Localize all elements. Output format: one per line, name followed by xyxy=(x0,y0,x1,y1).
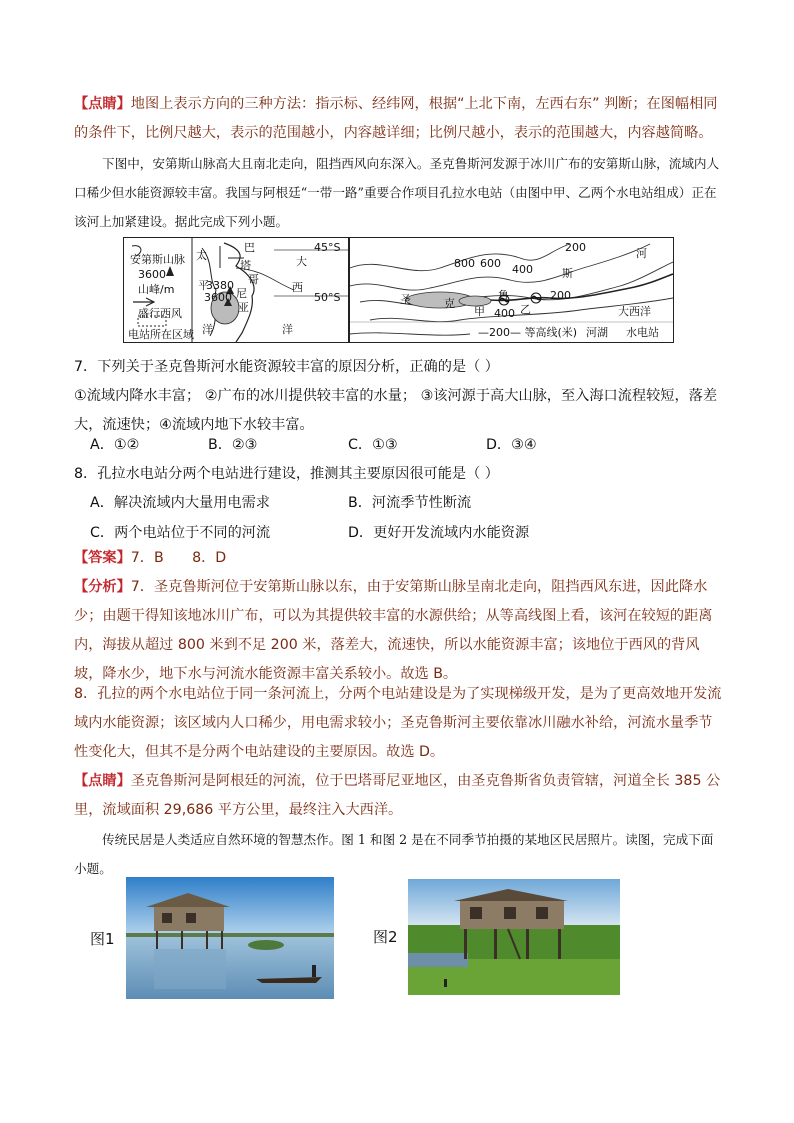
station-yi-label: 乙 xyxy=(520,303,531,316)
label-peak-3380: 3380 xyxy=(206,279,234,292)
tip-label: 【点睛】 xyxy=(74,96,131,112)
legend-peak-unit: 山峰/m xyxy=(138,283,175,296)
analysis-7 xyxy=(74,573,724,689)
label-yang-right: 洋 xyxy=(282,323,293,336)
question-intro: 下图中，安第斯山脉高大且南北走向，阻挡西风向东深入。圣克鲁斯河发源于冰川广布的安第斯山脉，流域内人口稀少但水能资源较丰富。我国与阿根廷“一带一路”重要合作项目孔拉水电站（由图中甲、乙两个水电站组成）正在该河上加紧建设。据此完成下列小题。 xyxy=(74,156,720,229)
contour-200-top: 200 xyxy=(565,241,586,254)
legend-station-area: 电站所在区域 xyxy=(128,328,194,341)
q7-option-a[interactable]: A．①② xyxy=(90,437,140,453)
legend-westerly-wind: 盛行西风 xyxy=(138,307,182,320)
contour-400-mid: 400 xyxy=(512,263,533,276)
label-da: 大 xyxy=(296,255,307,268)
ocean-label: 大西洋 xyxy=(618,305,651,318)
q8-option-b[interactable]: B．河流季节性断流 xyxy=(348,495,472,511)
river-label-ke: 克 xyxy=(444,297,455,310)
legend-peak-height: 3600 xyxy=(138,268,166,281)
label-ping: 平 xyxy=(198,279,209,292)
legend-lake: 河湖 xyxy=(586,326,608,339)
station-jia-label: 甲 xyxy=(474,305,485,318)
stilt-house-flood-photo xyxy=(126,877,334,999)
q7-option-c[interactable]: C．①③ xyxy=(348,437,398,453)
tip-2-text: 圣克鲁斯河是阿根廷的河流，位于巴塔哥尼亚地区，由圣克鲁斯省负责管辖，河道全长 385 公里，流域面积 29,686 平方公里，最终注入大西洋。 xyxy=(74,773,721,818)
question-8-options xyxy=(90,492,710,552)
contour-200-mid: 200 xyxy=(550,289,571,302)
analysis-label: 【分析】 xyxy=(74,579,131,595)
figure-2-label: 图2 xyxy=(373,928,398,946)
label-ta: 塔 xyxy=(240,259,251,272)
analysis-7-text: 7．圣克鲁斯河位于安第斯山脉以东，由于安第斯山脉呈南北走向，阻挡西风东进，因此降水少；由题干得知该地冰川广布，可以为其提供较丰富的水源供给；从等高线图上看，该河在较短的距离内，海拔从超过 800 米到不足 200 米，落差大，流速快，所以水能资源丰富；该地位于西风的背风坡，降水少，地下水与河流水能资源丰富关系较小。故选 B。 xyxy=(74,579,713,682)
contour-600: 600 xyxy=(480,257,501,270)
question-intro-2: 传统民居是人类适应自然环境的智慧杰作。图 1 和图 2 是在不同季节拍摄的某地区民居照片。读图，完成下面小题。 xyxy=(74,832,714,876)
label-ni: 尼 xyxy=(236,287,247,300)
label-ge: 哥 xyxy=(248,273,259,286)
river-label-si: 斯 xyxy=(562,267,573,280)
figure-1-photo xyxy=(126,877,334,999)
figure-1-label: 图1 xyxy=(90,930,115,948)
figure-2-photo xyxy=(408,879,620,995)
label-peak-3600: 3600 xyxy=(204,291,232,304)
legend-andes-title: 安第斯山脉 xyxy=(130,253,185,266)
answer xyxy=(74,544,724,573)
question-7-options xyxy=(90,434,710,463)
stilt-house-dry-season-photo xyxy=(408,879,620,995)
contour-800: 800 xyxy=(454,257,475,270)
santa-cruz-river-contour-map xyxy=(349,237,674,343)
label-lat-45: 45°S xyxy=(314,241,341,254)
question-8-stem: 8．孔拉水电站分两个电站进行建设，推测其主要原因很可能是（ ） xyxy=(74,466,499,482)
contour-400-low: 400 xyxy=(494,307,515,320)
label-lat-50: 50°S xyxy=(314,291,341,304)
q8-option-a[interactable]: A．解决流域内大量用电需求 xyxy=(90,495,270,511)
tip-text: 地图上表示方向的三种方法：指示标、经纬网，根据“上北下南，左西右东” 判断；在图幅相同的条件下，比例尺越大，表示的范围越小，内容越详细；比例尺越小，表示的范围越大，内容越简略。 xyxy=(74,96,718,141)
legend-contour: —200— 等高线(米) xyxy=(478,326,578,339)
tip-2 xyxy=(74,767,724,825)
patagonia-location-map xyxy=(123,237,349,343)
q7-option-d[interactable]: D．③④ xyxy=(486,437,537,453)
q8-option-c[interactable]: C．两个电站位于不同的河流 xyxy=(90,525,271,541)
river-label-sheng: 圣 xyxy=(400,293,411,306)
tip-1 xyxy=(74,90,724,148)
label-tai: 太 xyxy=(196,249,207,262)
q7-option-b[interactable]: B．②③ xyxy=(208,437,258,453)
question-7-stem: 7．下列关于圣克鲁斯河水能资源较丰富的原因分析，正确的是（ ） xyxy=(74,359,499,375)
label-yang-left: 洋 xyxy=(202,323,213,336)
label-ya: 亚 xyxy=(238,301,249,314)
analysis-8-text: 8．孔拉的两个水电站位于同一条河流上，分两个电站建设是为了实现梯级开发，是为了更高效地开发流域内水能资源；该区域内人口稀少，用电需求较小；圣克鲁斯河主要依靠冰川融水补给，河流水量季节性变化大，但其不是分两个电站建设的主要原因。故选 D。 xyxy=(74,686,722,760)
answer-label: 【答案】 xyxy=(74,550,131,566)
answer-text: 7．B 8．D xyxy=(130,550,227,566)
tip-2-label: 【点睛】 xyxy=(74,773,131,789)
river-label-he: 河 xyxy=(636,247,647,260)
question-7-items: ①流域内降水丰富； ②广布的冰川提供较丰富的水量； ③该河源于高大山脉，至入海口流程较短，落差大，流速快；④流域内地下水较丰富。 xyxy=(74,388,718,433)
river-label-lu: 鲁 xyxy=(498,289,509,302)
label-ba: 巴 xyxy=(244,241,255,254)
label-xi: 西 xyxy=(292,281,303,294)
q8-option-d[interactable]: D．更好开发流域内水能资源 xyxy=(348,525,530,541)
legend-station: 水电站 xyxy=(626,326,659,339)
